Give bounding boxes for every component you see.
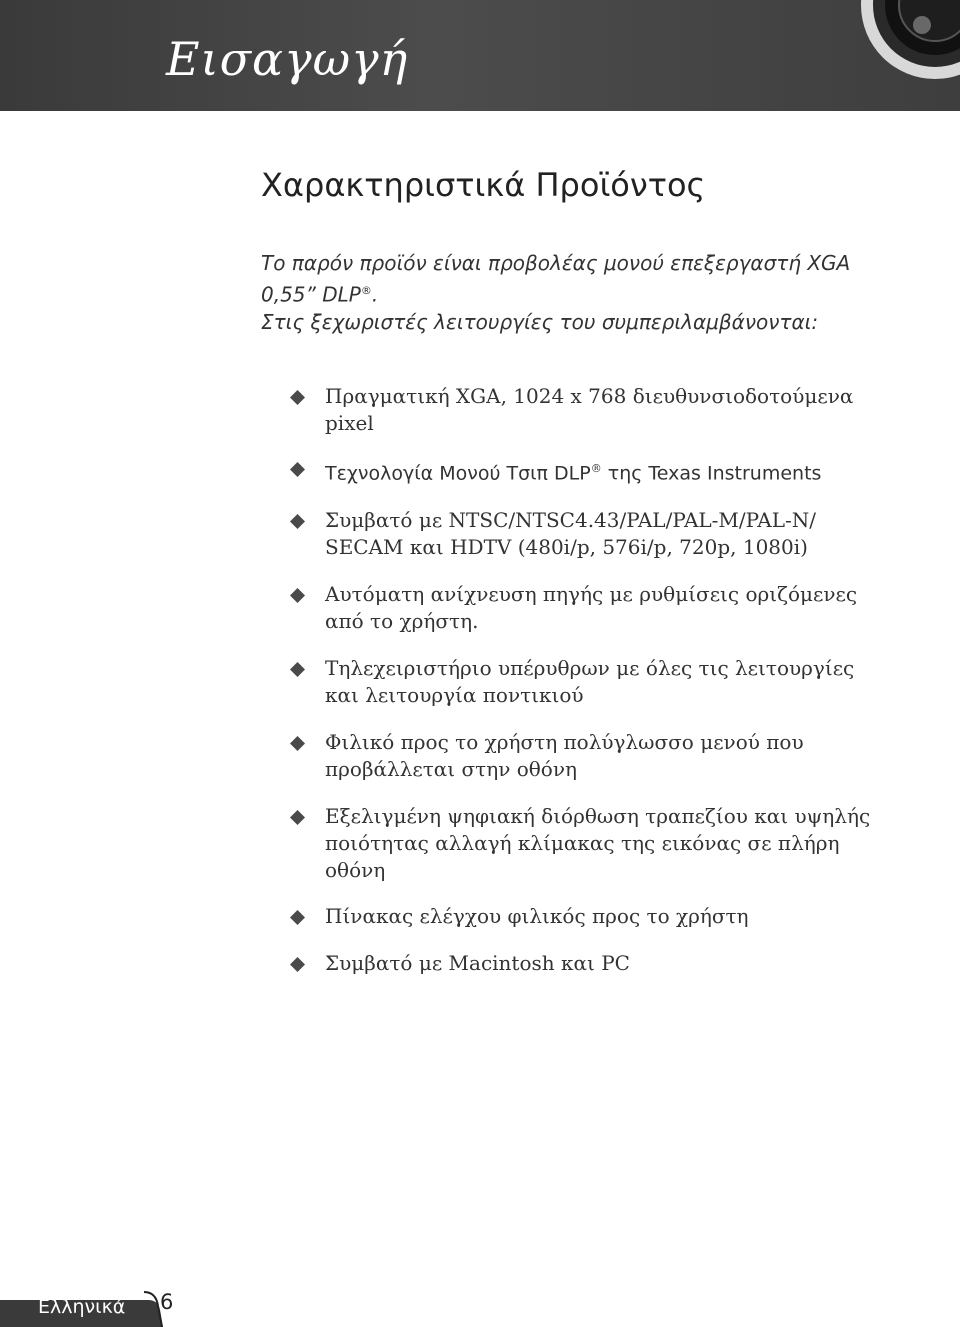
feature-text: Φιλικό προς το χρήστη πολύγλωσσο μενού που προβάλλεται στην οθόνη xyxy=(325,729,804,781)
feature-text: Τηλεχειριστήριο υπέρυθρων με όλες τις λειτουργίες και λειτουργία ποντικιού xyxy=(325,655,855,707)
projector-lens-icon xyxy=(860,0,960,80)
feature-text: Εξελιγμένη ψηφιακή διόρθωση τραπεζίου και υψηλής ποιότητας αλλαγή κλίμακας της εικόνας σε πλήρη οθόνη xyxy=(325,803,871,882)
feature-text: Συμβατό με Macintosh και PC xyxy=(325,950,630,975)
feature-text: Συμβατό με NTSC/NTSC4.43/PAL/PAL-M/PAL-N/ SECAM και HDTV (480i/p, 576i/p, 720p, 1080i) xyxy=(325,507,816,559)
registered-mark: ® xyxy=(360,284,372,297)
list-item xyxy=(290,383,890,437)
diamond-bullet-icon xyxy=(290,462,305,477)
diamond-bullet-icon xyxy=(290,957,305,972)
intro-paragraph xyxy=(261,250,881,336)
list-item xyxy=(290,455,890,488)
diamond-bullet-icon xyxy=(290,390,305,405)
diamond-bullet-icon xyxy=(290,514,305,529)
list-item xyxy=(290,655,890,709)
chapter-title: Εισαγωγή xyxy=(166,32,409,86)
feature-text-after: της Texas Instruments xyxy=(601,462,822,485)
feature-list xyxy=(290,383,890,977)
diamond-bullet-icon xyxy=(290,736,305,751)
footer-language-label: Ελληνικά xyxy=(38,1296,126,1318)
diamond-bullet-icon xyxy=(290,810,305,825)
list-item xyxy=(290,507,890,561)
list-item xyxy=(290,903,890,930)
list-item xyxy=(290,803,890,884)
diamond-bullet-icon xyxy=(290,588,305,603)
list-item xyxy=(290,581,890,635)
list-item xyxy=(290,729,890,783)
diamond-bullet-icon xyxy=(290,662,305,677)
intro-line-2: Στις ξεχωριστές λειτουργίες του συμπεριλαμβάνονται: xyxy=(261,309,819,334)
feature-text: Πραγματική XGA, 1024 x 768 διευθυνσιοδοτούμενα pixel xyxy=(325,384,854,435)
intro-line-1-end: . xyxy=(371,282,379,307)
diamond-bullet-icon xyxy=(290,910,305,925)
list-item xyxy=(290,950,890,977)
feature-text: Αυτόματη ανίχνευση πηγής με ρυθμίσεις οριζόμενες από το χρήστη. xyxy=(325,581,858,633)
registered-mark: ® xyxy=(590,462,602,475)
chapter-header-band xyxy=(0,0,960,111)
feature-text: Τεχνολογία Μονού Τσιπ DLP xyxy=(325,462,591,485)
section-title: Χαρακτηριστικά Προϊόντος xyxy=(261,166,706,204)
page-number: 6 xyxy=(160,1290,174,1314)
intro-line-1-text: Το παρόν προϊόν είναι προβολέας μονού επεξεργαστή XGA 0,55” DLP xyxy=(261,251,851,307)
feature-text: Πίνακας ελέγχου φιλικός προς το χρήστη xyxy=(325,903,749,928)
intro-line-1 xyxy=(261,250,881,309)
